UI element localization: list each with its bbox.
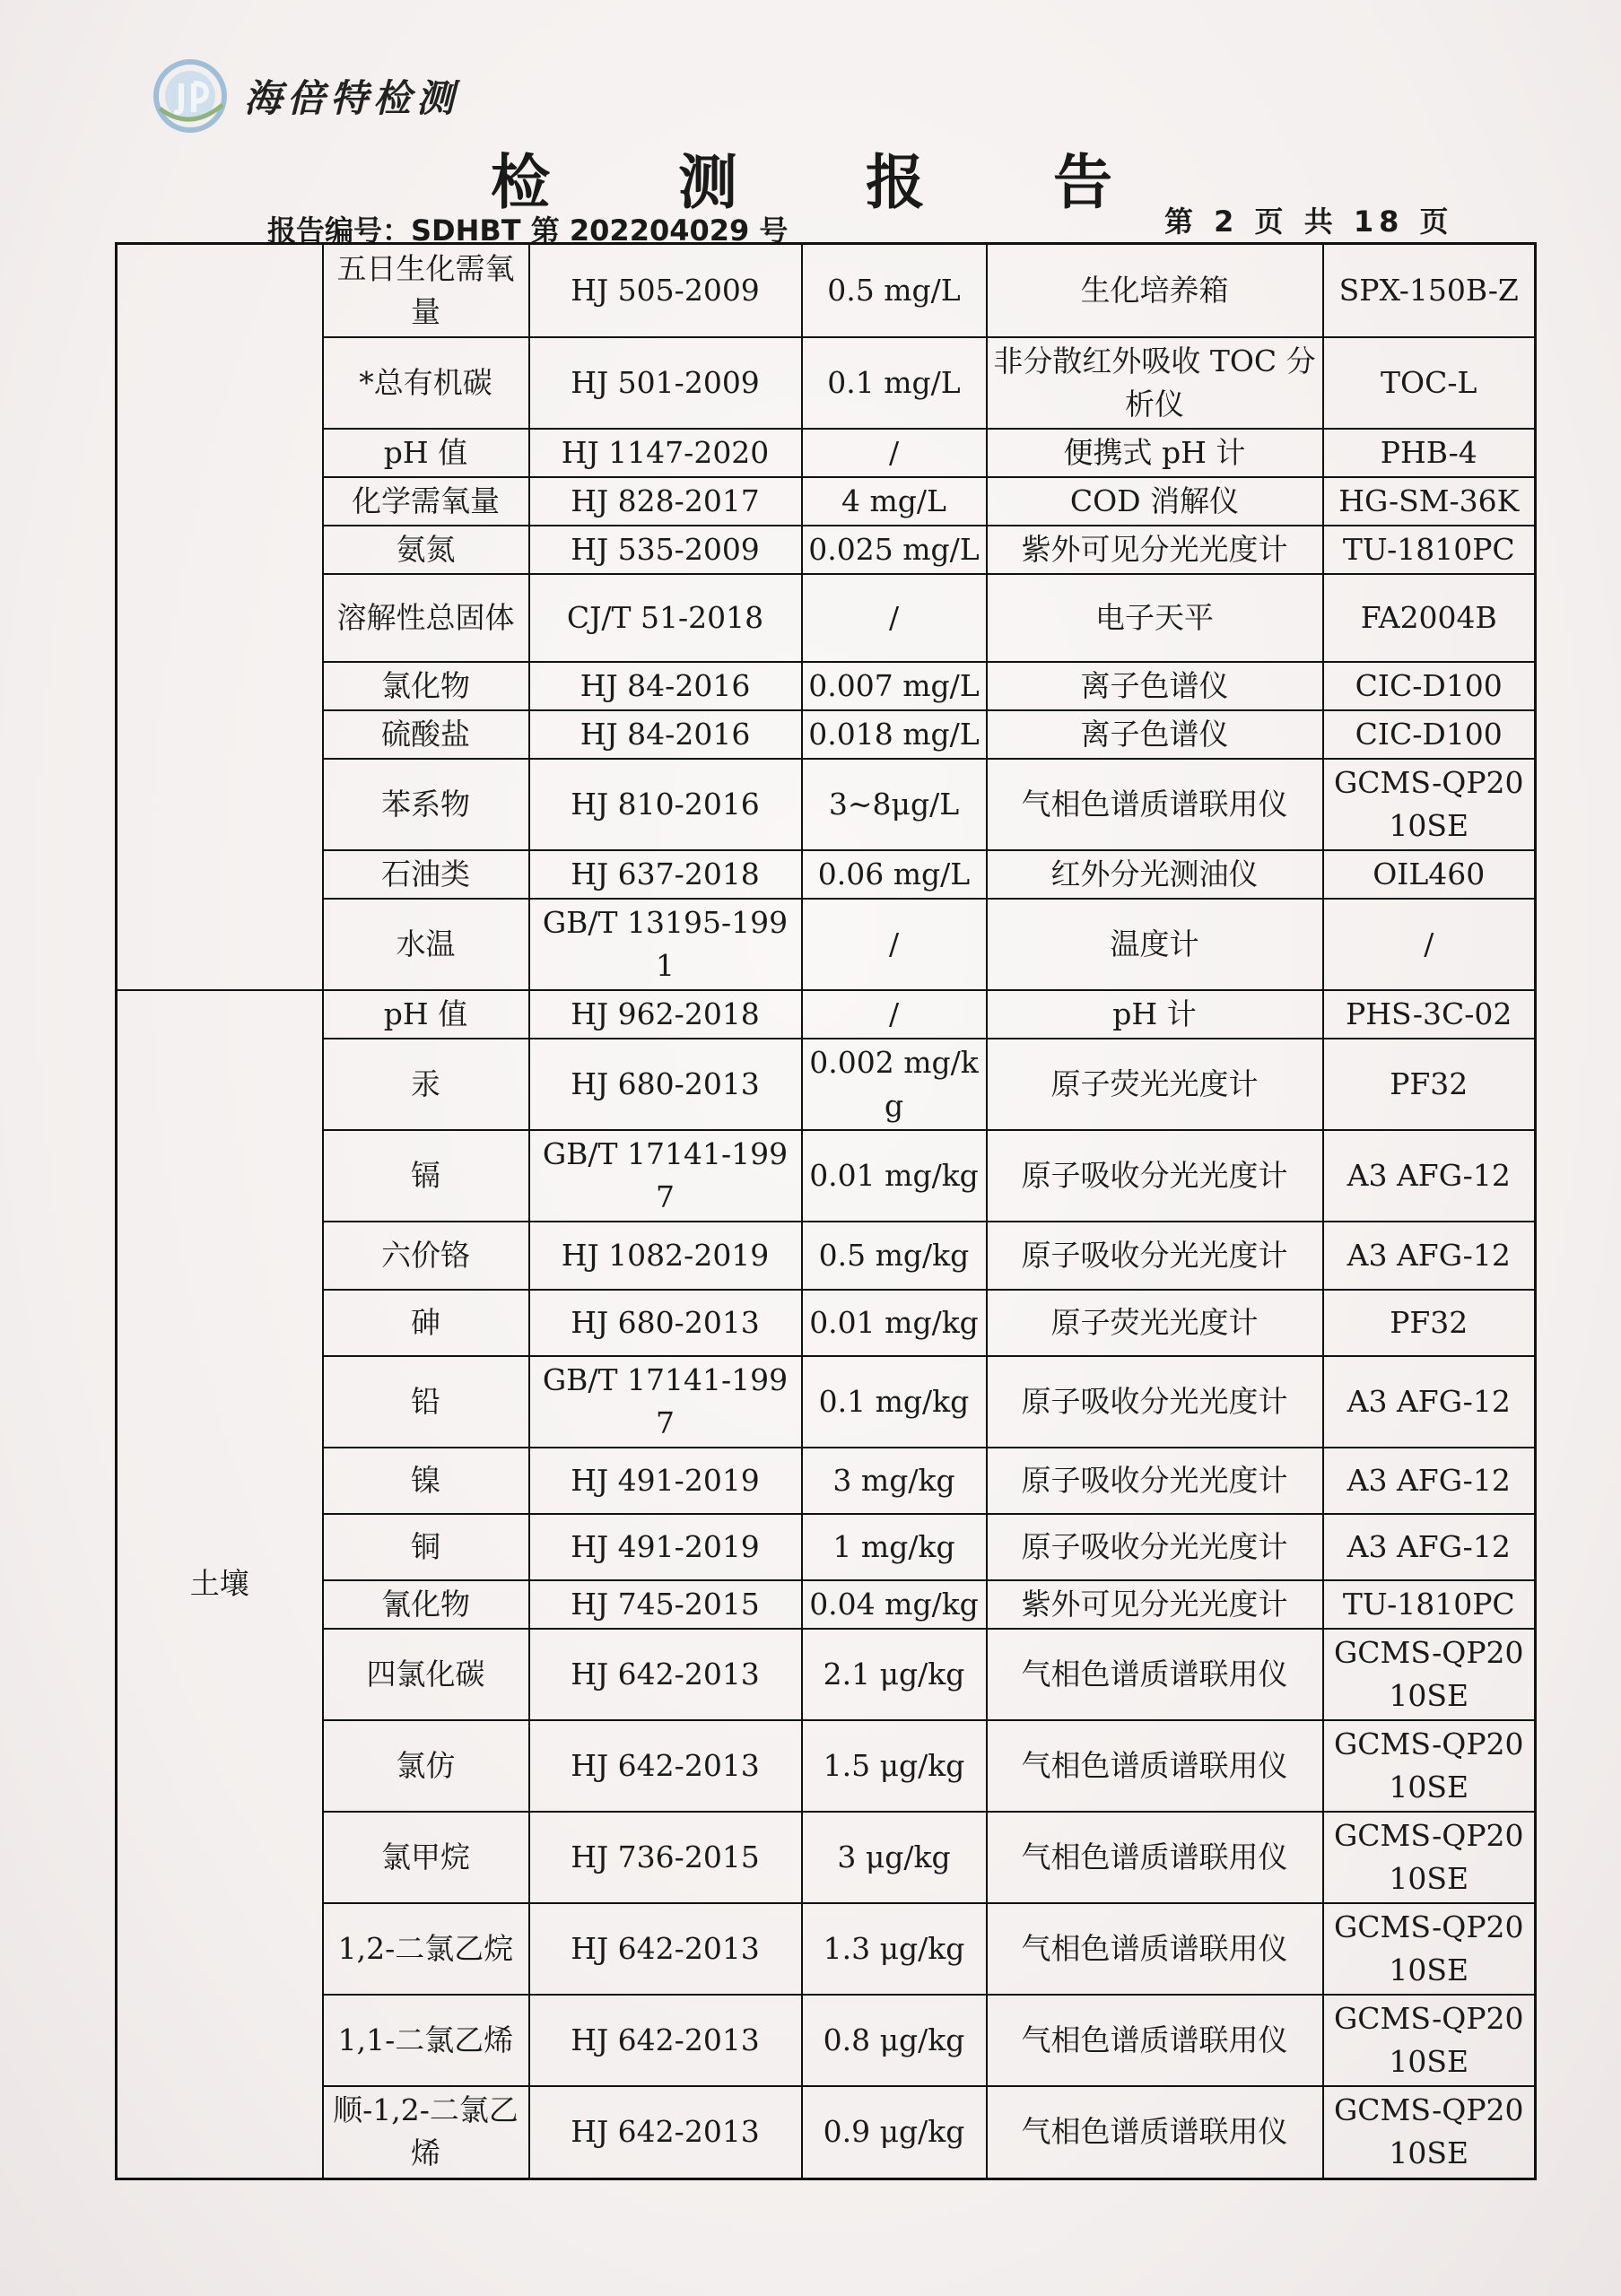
table-row [117,1580,1536,1629]
instrument-name: 气相色谱质谱联用仪 [987,2086,1323,2179]
detection-limit: / [802,574,987,662]
table-row [117,710,1536,759]
instrument-model: OIL460 [1323,850,1536,899]
instrument-name: 原子吸收分光光度计 [987,1356,1323,1448]
table-row [117,850,1536,899]
table-row [117,1039,1536,1130]
test-item: 砷 [323,1290,529,1356]
detection-limit: 3~8μg/L [802,759,987,850]
test-method: HJ 1082-2019 [529,1222,802,1290]
instrument-name: 原子吸收分光光度计 [987,1514,1323,1580]
test-item: 1,1-二氯乙烯 [323,1995,529,2086]
detection-limit: / [802,429,987,477]
detection-limit: 3 μg/kg [802,1812,987,1903]
table-row [117,1356,1536,1448]
instrument-name: 气相色谱质谱联用仪 [987,1812,1323,1903]
test-method: HJ 642-2013 [529,2086,802,2179]
test-item: 硫酸盐 [323,710,529,759]
detection-limit: 0.04 mg/kg [802,1580,987,1629]
table-row [117,1448,1536,1514]
instrument-name: 非分散红外吸收 TOC 分析仪 [987,337,1323,429]
detection-limit: 0.8 μg/kg [802,1995,987,2086]
test-item: 铅 [323,1356,529,1448]
instrument-name: 温度计 [987,899,1323,990]
instrument-model: GCMS-QP2010SE [1323,1812,1536,1903]
table-row [117,1903,1536,1995]
instrument-model: TU-1810PC [1323,1580,1536,1629]
test-method: GB/T 13195-1991 [529,899,802,990]
test-item: pH 值 [323,990,529,1039]
instrument-model: SPX-150B-Z [1323,244,1536,337]
table-row [117,574,1536,662]
instrument-model: PF32 [1323,1039,1536,1130]
instrument-name: 原子荧光光度计 [987,1290,1323,1356]
instrument-model: GCMS-QP2010SE [1323,1720,1536,1812]
detection-limit: 0.025 mg/L [802,526,987,574]
instrument-model: PHS-3C-02 [1323,990,1536,1039]
instrument-model: CIC-D100 [1323,710,1536,759]
table-row [117,2086,1536,2179]
test-method: HJ 501-2009 [529,337,802,429]
table-row [117,1812,1536,1903]
table-row [117,662,1536,710]
detection-limit: 0.5 mg/L [802,244,987,337]
test-item: 苯系物 [323,759,529,850]
table-row [117,526,1536,574]
test-item: 化学需氧量 [323,477,529,526]
instrument-name: 便携式 pH 计 [987,429,1323,477]
test-item: 镉 [323,1130,529,1222]
instrument-model: A3 AFG-12 [1323,1514,1536,1580]
detection-limit: 0.5 mg/kg [802,1222,987,1290]
test-item: pH 值 [323,429,529,477]
instrument-name: 离子色谱仪 [987,662,1323,710]
detection-limit: 0.007 mg/L [802,662,987,710]
instrument-name: 原子吸收分光光度计 [987,1222,1323,1290]
instrument-name: 气相色谱质谱联用仪 [987,759,1323,850]
test-method: CJ/T 51-2018 [529,574,802,662]
test-item: 汞 [323,1039,529,1130]
instrument-model: / [1323,899,1536,990]
test-methods-table [115,242,1537,2180]
detection-limit: 2.1 μg/kg [802,1629,987,1720]
instrument-name: 气相色谱质谱联用仪 [987,1629,1323,1720]
instrument-name: 生化培养箱 [987,244,1323,337]
logo-icon [151,57,230,135]
table-row [117,244,1536,337]
detection-limit: 4 mg/L [802,477,987,526]
test-item: 1,2-二氯乙烷 [323,1903,529,1995]
detection-limit: 0.018 mg/L [802,710,987,759]
instrument-name: 气相色谱质谱联用仪 [987,1903,1323,1995]
test-method: HJ 642-2013 [529,1995,802,2086]
test-method: HJ 736-2015 [529,1812,802,1903]
report-number: 报告编号：SDHBT 第 202204029 号 [267,213,789,248]
instrument-name: 原子吸收分光光度计 [987,1130,1323,1222]
instrument-name: pH 计 [987,990,1323,1039]
detection-limit: 0.06 mg/L [802,850,987,899]
instrument-model: PF32 [1323,1290,1536,1356]
instrument-model: A3 AFG-12 [1323,1356,1536,1448]
table-row [117,337,1536,429]
test-method: HJ 810-2016 [529,759,802,850]
test-item: 石油类 [323,850,529,899]
instrument-name: 紫外可见分光光度计 [987,1580,1323,1629]
detection-limit: 1.5 μg/kg [802,1720,987,1812]
instrument-name: 红外分光测油仪 [987,850,1323,899]
table-row [117,1290,1536,1356]
test-method: HJ 745-2015 [529,1580,802,1629]
instrument-model: A3 AFG-12 [1323,1448,1536,1514]
instrument-model: GCMS-QP2010SE [1323,2086,1536,2179]
test-method: HJ 1147-2020 [529,429,802,477]
test-item: 六价铬 [323,1222,529,1290]
table-row [117,1720,1536,1812]
instrument-model: TOC-L [1323,337,1536,429]
logo-text: 海倍特检测 [244,76,460,120]
instrument-model: FA2004B [1323,574,1536,662]
instrument-model: TU-1810PC [1323,526,1536,574]
table-row [117,1130,1536,1222]
table-row [117,759,1536,850]
test-item: 溶解性总固体 [323,574,529,662]
test-item: 铜 [323,1514,529,1580]
instrument-name: 电子天平 [987,574,1323,662]
test-method: HJ 84-2016 [529,710,802,759]
test-item: *总有机碳 [323,337,529,429]
instrument-name: 气相色谱质谱联用仪 [987,1720,1323,1812]
test-method: HJ 637-2018 [529,850,802,899]
test-method: HJ 642-2013 [529,1720,802,1812]
instrument-model: GCMS-QP2010SE [1323,759,1536,850]
table-row [117,899,1536,990]
category-cell: 土壤 [117,990,323,2179]
table-row [117,1514,1536,1580]
test-method: GB/T 17141-1997 [529,1356,802,1448]
detection-limit: 0.01 mg/kg [802,1290,987,1356]
test-method: HJ 680-2013 [529,1290,802,1356]
instrument-model: GCMS-QP2010SE [1323,1903,1536,1995]
test-item: 氨氮 [323,526,529,574]
detection-limit: 0.01 mg/kg [802,1130,987,1222]
test-item: 氯化物 [323,662,529,710]
instrument-model: PHB-4 [1323,429,1536,477]
test-item: 水温 [323,899,529,990]
test-method: GB/T 17141-1997 [529,1130,802,1222]
instrument-name: COD 消解仪 [987,477,1323,526]
instrument-model: GCMS-QP2010SE [1323,1995,1536,2086]
detection-limit: / [802,990,987,1039]
test-item: 氯仿 [323,1720,529,1812]
test-item: 镍 [323,1448,529,1514]
instrument-name: 原子荧光光度计 [987,1039,1323,1130]
instrument-model: A3 AFG-12 [1323,1222,1536,1290]
test-item: 五日生化需氧量 [323,244,529,337]
table-row [117,1995,1536,2086]
detection-limit: 0.9 μg/kg [802,2086,987,2179]
detection-limit: / [802,899,987,990]
table-row [117,429,1536,477]
detection-limit: 0.1 mg/L [802,337,987,429]
detection-limit: 0.002 mg/kg [802,1039,987,1130]
table-row [117,477,1536,526]
test-method: HJ 642-2013 [529,1629,802,1720]
instrument-model: A3 AFG-12 [1323,1130,1536,1222]
instrument-name: 气相色谱质谱联用仪 [987,1995,1323,2086]
test-method: HJ 828-2017 [529,477,802,526]
instrument-name: 原子吸收分光光度计 [987,1448,1323,1514]
test-method: HJ 491-2019 [529,1514,802,1580]
instrument-model: CIC-D100 [1323,662,1536,710]
test-method: HJ 84-2016 [529,662,802,710]
instrument-name: 离子色谱仪 [987,710,1323,759]
test-method: HJ 491-2019 [529,1448,802,1514]
page-number: 第 2 页 共 18 页 [1164,204,1454,239]
test-item: 氰化物 [323,1580,529,1629]
company-logo [151,56,459,136]
table-row [117,1222,1536,1290]
detection-limit: 1.3 μg/kg [802,1903,987,1995]
detection-limit: 1 mg/kg [802,1514,987,1580]
table-row [117,1629,1536,1720]
test-method: HJ 680-2013 [529,1039,802,1130]
page-title: 检 测 报 告 [491,147,1166,217]
detection-limit: 0.1 mg/kg [802,1356,987,1448]
test-method: HJ 535-2009 [529,526,802,574]
test-item: 四氯化碳 [323,1629,529,1720]
test-item: 顺-1,2-二氯乙烯 [323,2086,529,2179]
category-cell [117,244,323,990]
test-method: HJ 642-2013 [529,1903,802,1995]
table-row [117,990,1536,1039]
instrument-model: HG-SM-36K [1323,477,1536,526]
test-method: HJ 505-2009 [529,244,802,337]
test-method: HJ 962-2018 [529,990,802,1039]
instrument-model: GCMS-QP2010SE [1323,1629,1536,1720]
instrument-name: 紫外可见分光光度计 [987,526,1323,574]
test-item: 氯甲烷 [323,1812,529,1903]
detection-limit: 3 mg/kg [802,1448,987,1514]
